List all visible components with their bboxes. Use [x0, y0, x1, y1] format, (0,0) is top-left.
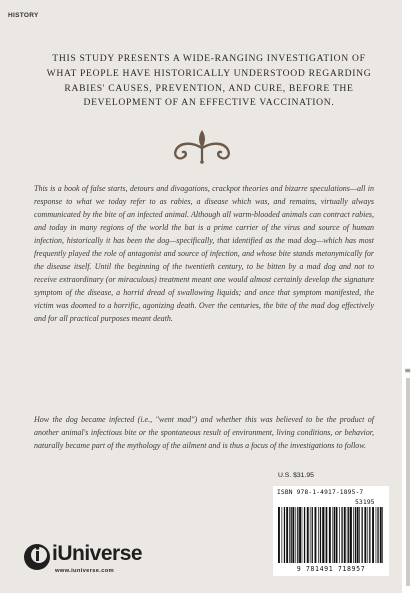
iuniverse-logo-icon — [22, 542, 52, 572]
description-paragraph: This is a book of false starts, detours and divagations, crackpot theories and bizarre speculations—all in response to what we today refer to as rabies, a disease which was, and remains, virtually always communicated by the bite of an infected animal. Although all warm-blooded animals can contract rabies, and today in many regions of the world the bat is a prime carrier of the virus and source of human infection, historically it has been the dog—specifically, that identified as the mad dog—which has most frequently played the role of antagonist and source of infection, and whose bite stands metonymically for the disease itself. Until the beginning of the twentieth century, to be bitten by a mad dog and not to receive extraordinary (or miraculous) treatment meant one would almost certainly develop the signature symptom of the disease, a horrid dread of swallowing liquids; and once that symptom manifested, the victim was doomed to a horrific, agonizing death. Over the centuries, the bite of the mad dog effectively and for all practical purposes meant death. — [34, 184, 374, 323]
barcode-box — [273, 486, 389, 576]
barcode-digits: 9 781491 718957 — [296, 565, 366, 573]
publisher-name: iUniverse — [52, 542, 143, 565]
menu-icon: ≡ — [404, 366, 411, 375]
price-label: U.S. $31.95 — [278, 472, 314, 479]
publisher-logo — [22, 540, 162, 584]
description-paragraph: How the dog became infected (i.e., "went mad") and whether this was believed to be the product of another animal's infectious bite or the spontaneous result of environment, living conditions, or behavior, naturally became part of the mythology of the ailment and is thus a focus of the investigations to follow. — [34, 415, 374, 450]
headline: THIS STUDY PRESENTS A WIDE-RANGING INVESTIGATION OF WHAT PEOPLE HAVE HISTORICALLY UNDERSTOOD REGARDING RABIES' CAUSES, PREVENTION, AND CURE, BEFORE THE DEVELOPMENT OF AN EFFECTIVE VACCINATION. — [46, 53, 372, 109]
publisher-url: www.iuniverse.com — [55, 568, 115, 574]
scrollbar[interactable] — [406, 378, 410, 586]
barcode-icon — [277, 507, 385, 563]
price-code-label: 53195 — [355, 498, 375, 506]
fleur-ornament-icon — [166, 128, 238, 164]
isbn-label: ISBN 978-1-4917-1895-7 — [277, 489, 364, 496]
page-edge-strip — [402, 0, 412, 593]
category-label: HISTORY — [8, 12, 39, 19]
